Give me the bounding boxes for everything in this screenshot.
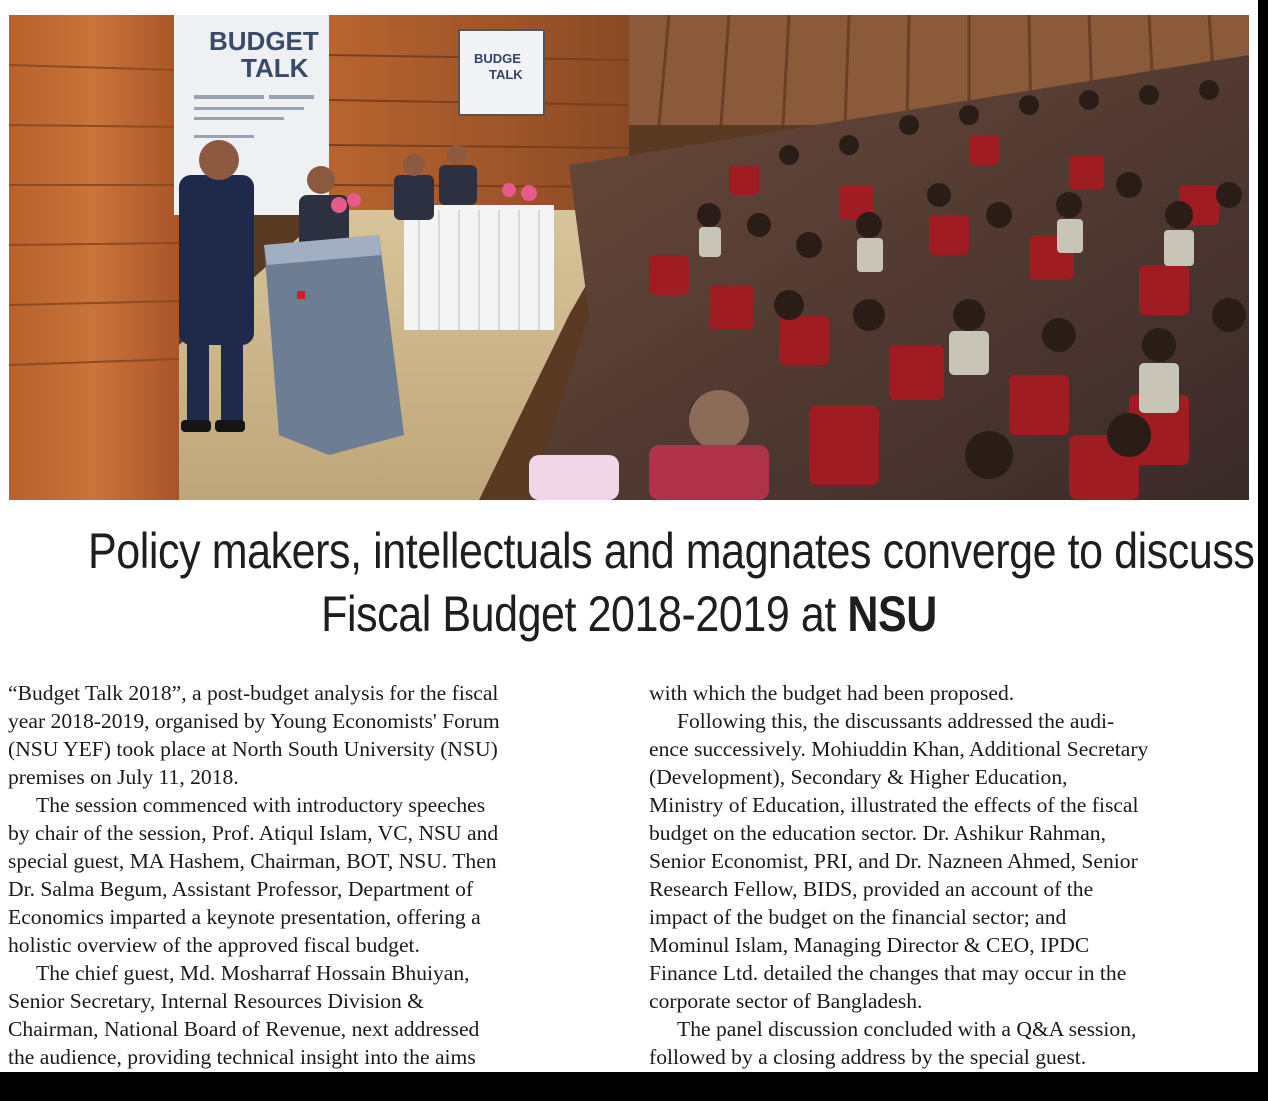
text-line: Following this, the discussants addressed the audi- bbox=[677, 709, 1115, 733]
headline bbox=[88, 520, 1255, 646]
text-line: The chief guest, Md. Mosharraf Hossain Bhuiyan, bbox=[36, 961, 470, 985]
text-line: the audience, providing technical insight into the aims bbox=[8, 1045, 476, 1069]
text-line: Senior Economist, PRI, and Dr. Nazneen Ahmed, Senior bbox=[649, 849, 1138, 873]
text-line: premises on July 11, 2018. bbox=[8, 765, 239, 789]
text-line: Finance Ltd. detailed the changes that may occur in the bbox=[649, 961, 1127, 985]
text-line: Mominul Islam, Managing Director & CEO, IPDC bbox=[649, 933, 1090, 957]
event-photo bbox=[9, 15, 1249, 500]
article-left-column bbox=[8, 679, 608, 1071]
screen-main-title: BUDGET bbox=[209, 26, 319, 56]
text-line: special guest, MA Hashem, Chairman, BOT, NSU. Then bbox=[8, 849, 497, 873]
text-line: holistic overview of the approved fiscal budget. bbox=[8, 933, 420, 957]
text-line: with which the budget had been proposed. bbox=[649, 681, 1015, 705]
text-line: by chair of the session, Prof. Atiqul Islam, VC, NSU and bbox=[8, 821, 499, 845]
headline-nsu: NSU bbox=[847, 586, 937, 642]
text-line: Chairman, National Board of Revenue, next addressed bbox=[8, 1017, 480, 1041]
text-line: (Development), Secondary & Higher Education, bbox=[649, 765, 1068, 789]
text-line: “Budget Talk 2018”, a post-budget analysis for the fiscal bbox=[8, 681, 499, 705]
text-line: ence successively. Mohiuddin Khan, Additional Secretary bbox=[649, 737, 1149, 761]
text-line: year 2018-2019, organised by Young Economists' Forum bbox=[8, 709, 500, 733]
article-right-column bbox=[649, 679, 1249, 1071]
text-line: The panel discussion concluded with a Q&A session, bbox=[677, 1017, 1137, 1041]
text-line: Senior Secretary, Internal Resources Division & bbox=[8, 989, 424, 1013]
text-line: Research Fellow, BIDS, provided an account of the bbox=[649, 877, 1094, 901]
headline-line-1: Policy makers, intellectuals and magnates converge to discuss bbox=[88, 523, 1255, 579]
screen-side-title: BUDGE bbox=[474, 51, 521, 66]
headline-line-2 bbox=[88, 583, 1170, 646]
screen-side-subtitle: TALK bbox=[489, 67, 523, 82]
text-line: (NSU YEF) took place at North South University (NSU) bbox=[8, 737, 498, 761]
text-line: The session commenced with introductory speeches bbox=[36, 793, 486, 817]
text-line: Dr. Salma Begum, Assistant Professor, Department of bbox=[8, 877, 474, 901]
text-line: budget on the education sector. Dr. Ashikur Rahman, bbox=[649, 821, 1106, 845]
article-body bbox=[8, 679, 1252, 1071]
text-line: Ministry of Education, illustrated the effects of the fiscal bbox=[649, 793, 1139, 817]
text-line: corporate sector of Bangladesh. bbox=[649, 989, 923, 1013]
text-line: impact of the budget on the financial sector; and bbox=[649, 905, 1067, 929]
text-line: Economics imparted a keynote presentation, offering a bbox=[8, 905, 481, 929]
screen-main-subtitle: TALK bbox=[241, 53, 309, 83]
text-line: followed by a closing address by the special guest. bbox=[649, 1045, 1087, 1069]
headline-line-2-text: Fiscal Budget 2018-2019 at bbox=[321, 586, 848, 642]
